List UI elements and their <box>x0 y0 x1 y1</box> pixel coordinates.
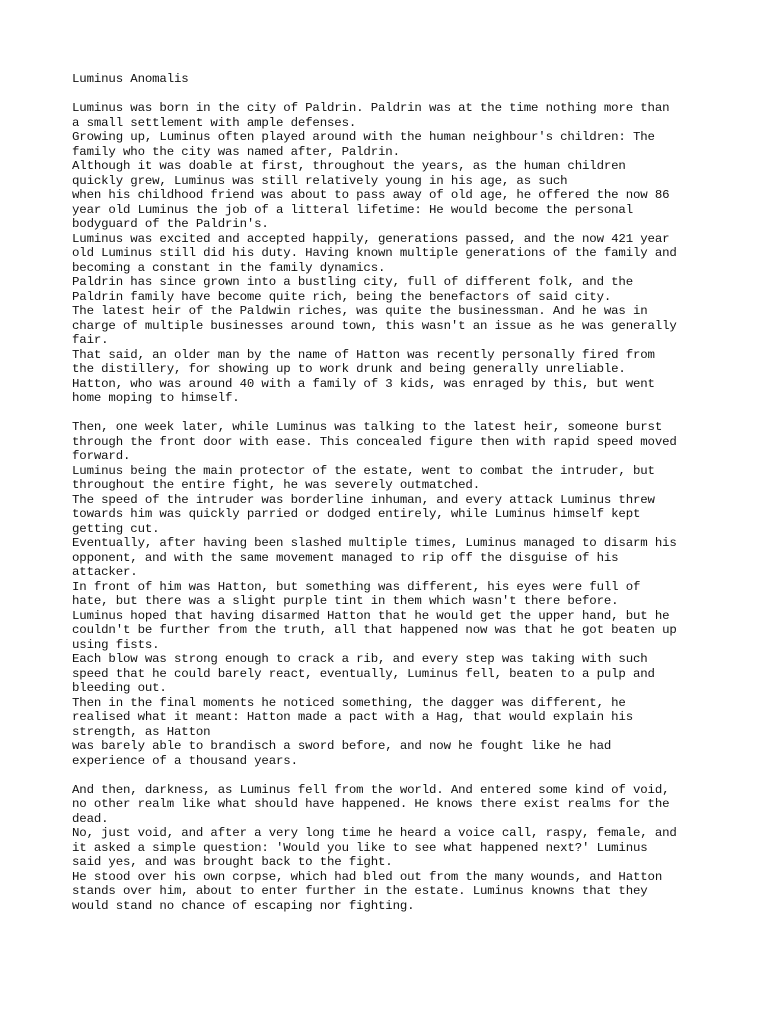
text-line: getting cut. <box>72 521 160 536</box>
text-line: said yes, and was brought back to the fight. <box>72 855 393 869</box>
text-line: Although it was doable at first, throughout the years, as the human children <box>72 159 626 173</box>
text-line: towards him was quickly parried or dodged entirely, while Luminus himself kept <box>72 507 641 521</box>
text-line: The latest heir of the Paldwin riches, was quite the businessman. And he was in <box>72 304 648 318</box>
text-line: home moping to himself. <box>72 391 240 405</box>
text-line: when his childhood friend was about to pass away of old age, he offered the now 86 <box>72 188 670 202</box>
text-line: using fists. <box>72 637 160 652</box>
text-line: throughout the entire fight, he was severely outmatched. <box>72 478 480 492</box>
text-line: attacker. <box>72 565 138 579</box>
text-line: Eventually, after having been slashed multiple times, Luminus managed to disarm his <box>72 536 677 550</box>
text-line: experience of a thousand years. <box>72 753 298 768</box>
text-line: Luminus was born in the city of Paldrin. Paldrin was at the time nothing more than <box>72 101 670 115</box>
text-line: through the front door with ease. This concealed figure then with rapid speed moved <box>72 434 677 449</box>
text-line: And then, darkness, as Luminus fell from the world. And entered some kind of void, <box>72 782 670 797</box>
text-line: That said, an older man by the name of Hatton was recently personally fired from <box>72 347 655 362</box>
document-body <box>72 101 712 913</box>
paragraph <box>72 420 712 768</box>
text-line: the distillery, for showing up to work drunk and being generally unreliable. <box>72 362 626 376</box>
text-line: forward. <box>72 449 131 463</box>
text-line: Each blow was strong enough to crack a rib, and every step was taking with such <box>72 652 648 666</box>
text-line: opponent, and with the same movement managed to rip off the disguise of his <box>72 550 619 565</box>
text-line: speed that he could barely react, eventually, Luminus fell, beaten to a pulp and <box>72 666 655 681</box>
text-line: Growing up, Luminus often played around with the human neighbour's children: The <box>72 130 655 144</box>
paragraph <box>72 101 712 406</box>
text-line: family who the city was named after, Paldrin. <box>72 144 400 159</box>
text-line: would stand no chance of escaping nor fighting. <box>72 898 415 913</box>
text-line: becoming a constant in the family dynamics. <box>72 260 386 275</box>
text-line: a small settlement with ample defenses. <box>72 115 357 130</box>
text-line: No, just void, and after a very long time he heard a voice call, raspy, female, and <box>72 826 677 840</box>
text-line: Luminus hoped that having disarmed Hatton that he would get the upper hand, but he <box>72 608 670 623</box>
document-title: Luminus Anomalis <box>72 72 189 86</box>
text-line: realised what it meant: Hatton made a pact with a Hag, that would explain his <box>72 710 633 724</box>
text-line: Paldrin has since grown into a bustling city, full of different folk, and the <box>72 275 633 289</box>
text-line: The speed of the intruder was borderline inhuman, and every attack Luminus threw <box>72 492 655 507</box>
text-line: no other realm like what should have happened. He knows there exist realms for the <box>72 797 670 811</box>
text-line: Luminus being the main protector of the estate, went to combat the intruder, but <box>72 463 655 478</box>
text-line: quickly grew, Luminus was still relatively young in his age, as such <box>72 173 568 188</box>
text-line: Then in the final moments he noticed something, the dagger was different, he <box>72 695 626 710</box>
text-line: In front of him was Hatton, but something was different, his eyes were full of <box>72 579 641 594</box>
text-line: old Luminus still did his duty. Having known multiple generations of the family and <box>72 246 677 260</box>
text-line: charge of multiple businesses around town, this wasn't an issue as he was generally <box>72 318 677 333</box>
text-line: He stood over his own corpse, which had bled out from the many wounds, and Hatton <box>72 869 663 884</box>
text-line: stands over him, about to enter further in the estate. Luminus knowns that they <box>72 884 648 898</box>
text-line: fair. <box>72 333 109 347</box>
paragraph <box>72 783 712 914</box>
text-line: Luminus was excited and accepted happily, generations passed, and the now 421 year <box>72 231 670 246</box>
text-line: was barely able to brandisch a sword before, and now he fought like he had <box>72 739 612 753</box>
text-line: Then, one week later, while Luminus was talking to the latest heir, someone burst <box>72 420 663 434</box>
text-line: Paldrin family have become quite rich, being the benefactors of said city. <box>72 289 612 304</box>
text-line: it asked a simple question: 'Would you like to see what happened next?' Luminus <box>72 840 648 855</box>
text-line: couldn't be further from the truth, all that happened now was that he got beaten up <box>72 623 677 637</box>
text-line: Hatton, who was around 40 with a family of 3 kids, was enraged by this, but went <box>72 376 655 391</box>
text-line: strength, as Hatton <box>72 724 211 739</box>
text-line: hate, but there was a slight purple tint in them which wasn't there before. <box>72 594 619 608</box>
document-page <box>72 72 712 928</box>
text-line: year old Luminus the job of a litteral lifetime: He would become the personal <box>72 202 633 217</box>
text-line: bodyguard of the Paldrin's. <box>72 217 269 231</box>
text-line: bleeding out. <box>72 681 167 695</box>
text-line: dead. <box>72 811 109 826</box>
